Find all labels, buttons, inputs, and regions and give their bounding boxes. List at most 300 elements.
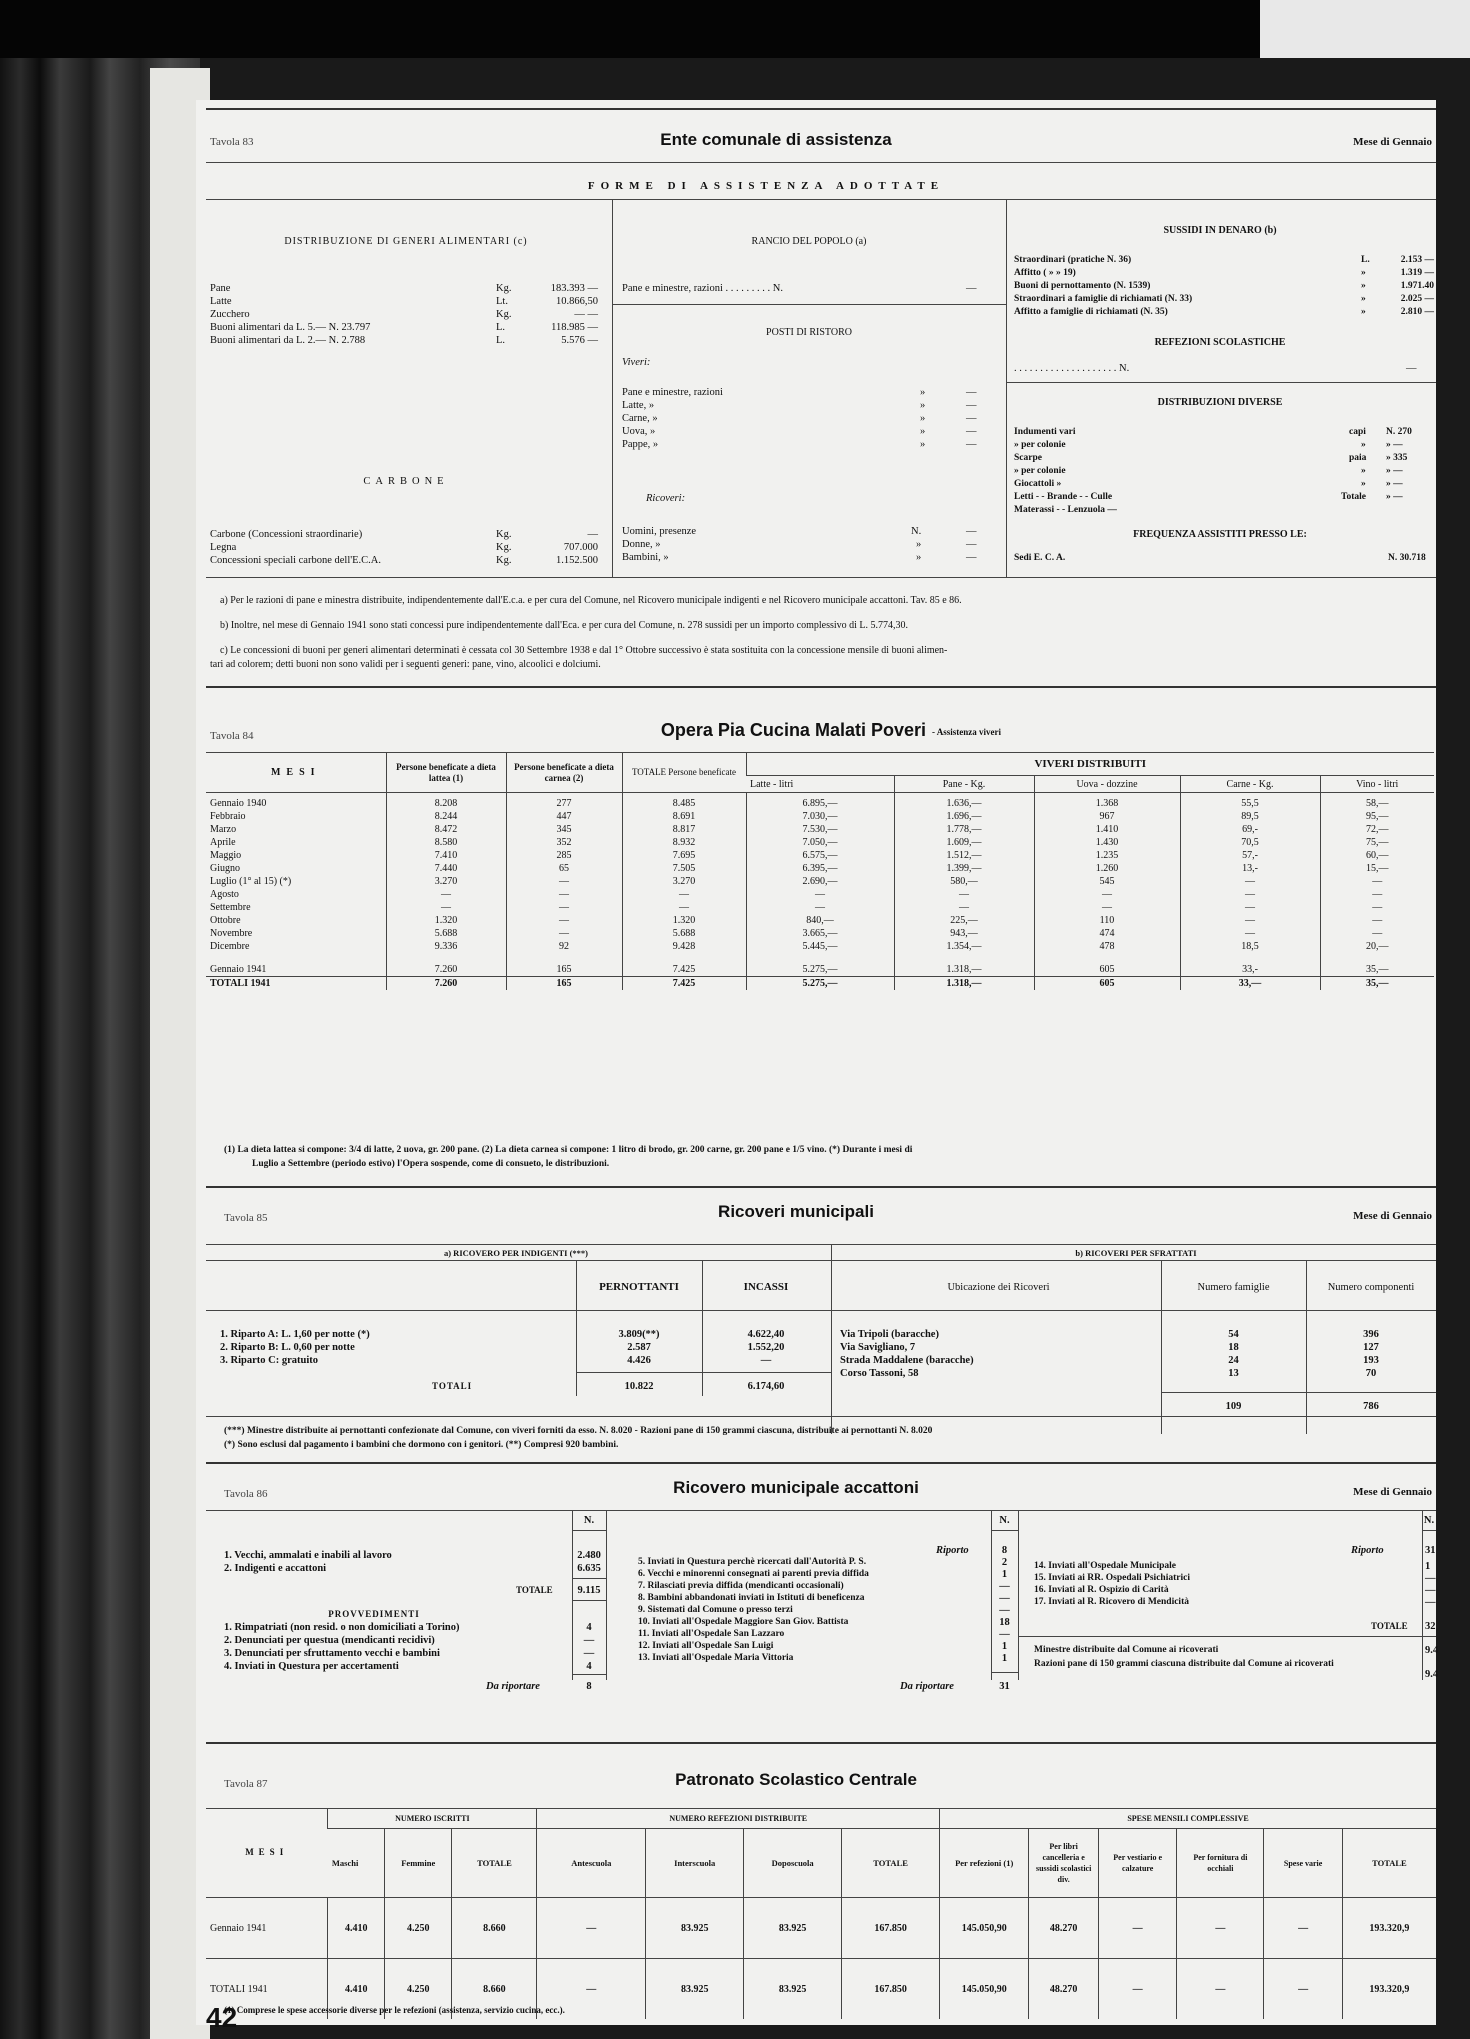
- cell: 20,—: [1320, 940, 1434, 953]
- cell: 35,—: [1320, 977, 1434, 991]
- cell: 69,-: [1180, 823, 1320, 836]
- list-item: 17. Inviati al R. Ricovero di Mendicità: [1034, 1597, 1189, 1607]
- note: c) Le concessioni di buoni per generi alimentari determinati è cessata col 30 Settembre 1938 e dal 1° Ottobre successivo è stata sostituita con la concessione mensile di buoni alimen-: [220, 645, 948, 656]
- col-header: Numero componenti: [1327, 1282, 1415, 1293]
- list-item: » per colonie: [1014, 440, 1066, 450]
- table-row: [206, 914, 1434, 927]
- value: 24: [1228, 1355, 1239, 1366]
- tavola-label: Tavola 85: [224, 1212, 268, 1224]
- col-header: N.: [999, 1515, 1010, 1526]
- carry-label: Da riportare: [900, 1681, 954, 1692]
- table-row: Via Tripoli (baracche): [840, 1329, 939, 1340]
- table-title: Opera Pia Cucina Malati Poveri: [660, 720, 926, 740]
- subtable-title: b) RICOVERI PER SFRATTATI: [1075, 1248, 1197, 1258]
- scan-top-border: [0, 0, 1470, 58]
- list-item: Bambini, »: [622, 552, 669, 563]
- cell: —: [1320, 875, 1434, 888]
- col-header: Interscuola: [646, 1829, 744, 1898]
- cell: 478: [1034, 940, 1180, 953]
- col-header: PERNOTTANTI: [599, 1281, 679, 1293]
- cell: 1.260: [1034, 862, 1180, 875]
- cell: 1.320: [622, 914, 746, 927]
- list-item: Pane e minestre, razioni: [622, 387, 723, 398]
- col-header: Persone beneficate a dieta carnea (2): [506, 753, 622, 793]
- cell: 35,—: [1320, 963, 1434, 977]
- value: —: [587, 529, 598, 540]
- cell: 5.688: [386, 927, 506, 940]
- cell: 447: [506, 810, 622, 823]
- value: 5.576 —: [561, 335, 598, 346]
- total-label: TOTALE: [516, 1585, 553, 1595]
- cell: 4.410: [328, 1898, 385, 1959]
- list-item: Buoni alimentari da L. 2.— N. 2.788: [210, 335, 366, 346]
- cell: 2.690,—: [746, 875, 894, 888]
- list-item: 2. Indigenti e accattoni: [224, 1563, 327, 1574]
- section-tavola-83: Tavola 83 Ente comunale di assistenza Mese di Gennaio FORME DI ASSISTENZA ADOTTATE DISTRIBUZIONE DI GENERI ALIMENTARI (c) Pane Kg. 183.393 — Latte Lt. 10.866,50 Zucchero Kg. — — Buoni alimentari da L. 5.— N. 23.797 L. 118.985 — Buoni alimentari da L. 2.— N. 2.788 L. 5.576 — CARBONE Carbone (Concessioni straordinarie) Kg. — Legna Kg. 707.000 Concessioni speciali carbone dell'E.C.A. Kg. 1.152.500 RANCIO DEL POPOLO (a) Pane e minestre, razioni . . . . . . . . . N. — POSTI DI RISTORO Viveri: Pane e minestre, razioni » — Latte, » » — Carne, » » — Uova, » » — Pappe, » » — Ricoveri: Uomini, presenze N. — Donne, » » — Bambini, » » — SUSSIDI IN DENARO (b) Straordinari (pratiche N. 36) L. 2.153 — Affitto ( » » 19) » 1.319 — Buoni di pernottamento (N. 1539) » 1.971.40 Straordinari a famiglie di richiamati (N. 33) » 2.025 — Affitto a famiglie di richiamati (N. 35) » 2.810 — REFEZIONI SCOLASTICHE . . . . . . . . . . . . . . . . . . . . N. — DISTRIBUZIONI DIVERSE Indumenti vari capi N. 270 » per colonie » » — Scarpe paia » 335 » per colonie » » — Giocattoli » » » — Letti - - Brande - - Culle Totale » — Materassi - - Lenzuola — FREQUENZA ASSISTITI PRESSO LE: Sedi E. C. A. N. 30.718 a) Per le razioni di pane e minestra distribuite, indipendentemente dall'E.c.a. e per cura del Comune, nel Ricovero municipale indigenti e nel Ricovero municipale accattoni. Tav. 85 e 86. b) Inoltre, nel mese di Gennaio 1941 sono stati concessi pure indipendentemente dall'Eca. e per cura del Comune, n. 278 sussidi per un importo complessivo di L. 5.774,30. c) Le concessioni di buoni per generi alimentari determinati è cessata col 30 Settembre 1938 e dal 1° Ottobre successivo è stata sostituita con la concessione mensile di buoni alimen- tari ad colorem; detti buoni non sono validi per i seguenti generi: pane, vino, alcoolici e dolciumi.: [196, 100, 1436, 690]
- cell: —: [894, 901, 1034, 914]
- scan-corner: [1260, 0, 1470, 58]
- row-label: TOTALI 1941: [210, 1983, 268, 1995]
- cell: 55,5: [1180, 793, 1320, 811]
- unit: »: [1361, 440, 1366, 450]
- col-header: MESI: [206, 753, 386, 793]
- note: b) Inoltre, nel mese di Gennaio 1941 sono stati concessi pure indipendentemente dall'Eca. e per cura del Comune, n. 278 sussidi per un importo complessivo di L. 5.774,30.: [220, 620, 909, 631]
- viveri-label: Viveri:: [622, 357, 651, 368]
- row-label: Agosto: [210, 889, 239, 900]
- cell: 48.270: [1029, 1959, 1099, 2020]
- value: 4: [586, 1661, 592, 1672]
- tavola-label: Tavola 86: [224, 1488, 268, 1500]
- list-item: 9. Sistemati dal Comune o presso terzi: [638, 1605, 793, 1615]
- value: —: [966, 387, 977, 398]
- note: (***) Minestre distribuite ai pernottanti confezionate dal Comune, con viveri forniti da esso. N. 8.020 - Razioni pane di 150 grammi ciascuna, distribuite ai pernottanti N. 8.020: [224, 1426, 933, 1436]
- table-row: 1. Riparto A: L. 1,60 per notte (*): [220, 1329, 370, 1340]
- cell: —: [622, 901, 746, 914]
- unit: »: [1361, 294, 1366, 304]
- cell: —: [1177, 1959, 1264, 2020]
- freq-value: N. 30.718: [1388, 553, 1426, 563]
- cell: 145.050,90: [940, 1898, 1029, 1959]
- value: N. 270: [1386, 427, 1412, 437]
- total-value: 109: [1225, 1401, 1242, 1412]
- cell: 4.410: [328, 1959, 385, 2020]
- cell: 545: [1034, 875, 1180, 888]
- note: (1) La dieta lattea si compone: 3/4 di latte, 2 uova, gr. 200 pane. (2) La dieta carnea si compone: 1 litro di brodo, gr. 200 carne, gr. 200 pane e 1/5 vino. (*) Durante i mesi di: [224, 1145, 913, 1155]
- cell: 72,—: [1320, 823, 1434, 836]
- note: Luglio a Settembre (periodo estivo) l'Opera sospende, come di consueto, le distribuzioni.: [252, 1159, 610, 1169]
- cell: 1.318,—: [894, 963, 1034, 977]
- unit: capi: [1349, 427, 1366, 437]
- unit: »: [1361, 466, 1366, 476]
- list-item: Materassi - - Lenzuola —: [1014, 505, 1117, 515]
- total-value: 786: [1363, 1401, 1379, 1412]
- list-item: Buoni alimentari da L. 5.— N. 23.797: [210, 322, 371, 333]
- tavola-label: Tavola 83: [210, 136, 254, 148]
- carry-value: 8: [586, 1681, 592, 1692]
- value: 70: [1365, 1368, 1377, 1379]
- cell: 60,—: [1320, 849, 1434, 862]
- cell: —: [746, 901, 894, 914]
- col-header: Vino - litri: [1320, 776, 1434, 793]
- value: 4: [586, 1622, 592, 1633]
- table-row: [206, 836, 1434, 849]
- cell: —: [1180, 888, 1320, 901]
- total-value: 6.174,60: [747, 1381, 785, 1392]
- subtable-title: a) RICOVERO PER INDIGENTI (***): [443, 1248, 589, 1258]
- col-header: Numero famiglie: [1197, 1282, 1270, 1293]
- col-header: Carne - Kg.: [1180, 776, 1320, 793]
- value: 4.622,40: [747, 1329, 785, 1340]
- cell: 7.410: [386, 849, 506, 862]
- carry-value: 31: [999, 1681, 1010, 1692]
- value: — —: [574, 309, 598, 320]
- value: —: [966, 400, 977, 411]
- value: —: [760, 1355, 772, 1366]
- cell: 9.428: [622, 940, 746, 953]
- col-header: Latte - litri: [746, 776, 894, 793]
- section-tavola-84: [196, 680, 1436, 1180]
- cell: 4.250: [385, 1959, 452, 2020]
- cell: —: [506, 914, 622, 927]
- value: 4.426: [627, 1355, 651, 1366]
- cell: 1.354,—: [894, 940, 1034, 953]
- cell: —: [1177, 1898, 1264, 1959]
- cell: —: [386, 901, 506, 914]
- col-header: Per vestiario e calzature: [1098, 1829, 1176, 1898]
- refezioni-heading: REFEZIONI SCOLASTICHE: [1154, 337, 1286, 348]
- col-header: Femmine: [385, 1829, 452, 1898]
- cell: 5.275,—: [746, 977, 894, 991]
- value: —: [999, 1629, 1010, 1640]
- value: » —: [1386, 466, 1403, 476]
- table-row: [206, 875, 1434, 888]
- unit: Kg.: [496, 529, 512, 540]
- value: 1: [1001, 1641, 1008, 1652]
- cell: —: [746, 888, 894, 901]
- col-header: Per fornitura di occhiali: [1177, 1829, 1264, 1898]
- cell: 967: [1034, 810, 1180, 823]
- list-item: Zucchero: [210, 309, 250, 320]
- col-header: Persone beneficate a dieta lattea (1): [386, 753, 506, 793]
- col-header: Uova - dozzine: [1034, 776, 1180, 793]
- col-header: Pane - Kg.: [894, 776, 1034, 793]
- cell: 75,—: [1320, 836, 1434, 849]
- cell: —: [1264, 1959, 1342, 2020]
- value: —: [966, 439, 977, 450]
- total-value: 10.822: [624, 1381, 654, 1392]
- cell: 65: [506, 862, 622, 875]
- cell: —: [1034, 901, 1180, 914]
- unit: »: [1361, 307, 1366, 317]
- cell: 225,—: [894, 914, 1034, 927]
- cell: —: [1320, 927, 1434, 940]
- list-item: 3. Denunciati per sfruttamento vecchi e bambini: [224, 1648, 440, 1659]
- total-label: TOTALI: [432, 1381, 473, 1391]
- cell: 605: [1034, 963, 1180, 977]
- list-item: Affitto ( » » 19): [1014, 268, 1076, 278]
- table-row: [206, 849, 1434, 862]
- list-item: Donne, »: [622, 539, 661, 550]
- month-label: Mese di Gennaio: [1353, 1486, 1432, 1498]
- cell: 167.850: [842, 1898, 940, 1959]
- cell: 7.425: [622, 977, 746, 991]
- unit: Kg.: [496, 309, 512, 320]
- row-label: Giugno: [210, 863, 240, 874]
- value: 1.152.500: [556, 555, 598, 566]
- cell: 33,-: [1180, 963, 1320, 977]
- cell: 474: [1034, 927, 1180, 940]
- cell: 7.440: [386, 862, 506, 875]
- cell: 1.430: [1034, 836, 1180, 849]
- value: 396: [1363, 1329, 1379, 1340]
- unit: »: [916, 552, 922, 563]
- note: tari ad colorem; detti buoni non sono validi per i seguenti generi: pane, vino, alcoolici e dolciumi.: [210, 659, 601, 670]
- cell: —: [537, 1959, 646, 2020]
- value: 3.809(**): [618, 1329, 660, 1340]
- cell: 8.472: [386, 823, 506, 836]
- list-item: » per colonie: [1014, 466, 1066, 476]
- cell: —: [1034, 888, 1180, 901]
- list-item: Uomini, presenze: [622, 526, 697, 537]
- col-header: TOTALE: [1342, 1829, 1436, 1898]
- cell: 7.030,—: [746, 810, 894, 823]
- table-row: [206, 963, 1434, 977]
- total-value: 9.115: [577, 1585, 601, 1596]
- cell: 83.925: [646, 1959, 744, 2020]
- col-header: NUMERO ISCRITTI: [328, 1808, 537, 1829]
- cell: —: [506, 888, 622, 901]
- cell: 1.368: [1034, 793, 1180, 811]
- list-item: 4. Inviati in Questura per accertamenti: [224, 1661, 399, 1672]
- cell: 18,5: [1180, 940, 1320, 953]
- table-row: Strada Maddalene (baracche): [840, 1355, 974, 1366]
- cell: 89,5: [1180, 810, 1320, 823]
- value: 1: [1425, 1561, 1431, 1572]
- value: —: [1425, 1597, 1436, 1608]
- cell: 8.485: [622, 793, 746, 811]
- cell: 1.318,—: [894, 977, 1034, 991]
- ricoveri-label: Ricoveri:: [646, 493, 686, 504]
- cell: 167.850: [842, 1959, 940, 2020]
- total-value: 32: [1425, 1621, 1436, 1632]
- razioni-line: Razioni pane di 150 grammi ciascuna distribuite dal Comune ai ricoverati: [1034, 1659, 1334, 1669]
- value: » —: [1386, 479, 1403, 489]
- value: 1.971.40: [1400, 281, 1434, 291]
- table-row: 3. Riparto C: gratuito: [220, 1355, 318, 1366]
- cell: 1.609,—: [894, 836, 1034, 849]
- table-title: Patronato Scolastico Centrale: [675, 1770, 917, 1789]
- unit: N.: [911, 526, 922, 537]
- list-item: 1. Rimpatriati (non resid. o non domiciliati a Torino): [224, 1622, 460, 1633]
- cell: 3.270: [622, 875, 746, 888]
- unit: »: [1361, 268, 1366, 278]
- cell: 7.530,—: [746, 823, 894, 836]
- cell: 165: [506, 977, 622, 991]
- rancio-value: —: [966, 283, 977, 294]
- col-header: Per refezioni (1): [940, 1829, 1029, 1898]
- value: 2.810 —: [1400, 307, 1434, 317]
- col-header: N.: [1423, 1515, 1435, 1526]
- cell: —: [537, 1898, 646, 1959]
- list-item: Scarpe: [1014, 453, 1042, 463]
- col-header: NUMERO REFEZIONI DISTRIBUITE: [537, 1808, 940, 1829]
- cell: 6.895,—: [746, 793, 894, 811]
- list-item: 1. Vecchi, ammalati e inabili al lavoro: [224, 1550, 392, 1561]
- unit: L.: [1361, 255, 1370, 265]
- value: —: [999, 1605, 1010, 1616]
- month-label: Mese di Gennaio: [1353, 1210, 1432, 1222]
- distrib-heading: DISTRIBUZIONE DI GENERI ALIMENTARI (c): [284, 236, 528, 247]
- row-label: Dicembre: [210, 941, 250, 952]
- note: (*) Sono esclusi dal pagamento i bambini che dormono con i genitori. (**) Compresi 920 bambini.: [224, 1440, 619, 1450]
- cell: 58,—: [1320, 793, 1434, 811]
- cell: 110: [1034, 914, 1180, 927]
- data-table: [206, 1808, 1436, 2019]
- page-number: 42: [206, 2002, 238, 2033]
- value: 2.587: [627, 1342, 651, 1353]
- row-label: Gennaio 1941: [210, 1922, 267, 1934]
- value: —: [966, 552, 977, 563]
- list-item: Indumenti vari: [1014, 427, 1076, 437]
- unit: Kg.: [496, 555, 512, 566]
- col-header: INCASSI: [743, 1281, 789, 1293]
- list-item: Carbone (Concessioni straordinarie): [210, 529, 363, 540]
- document-page: [196, 100, 1439, 2025]
- unit: »: [1361, 281, 1366, 291]
- carbone-heading: CARBONE: [363, 476, 449, 487]
- cell: —: [386, 888, 506, 901]
- col-header: Spese varie: [1264, 1829, 1342, 1898]
- cell: 1.320: [386, 914, 506, 927]
- value: 127: [1363, 1342, 1379, 1353]
- value: —: [583, 1648, 595, 1659]
- table-row: [206, 927, 1434, 940]
- value: 18: [999, 1617, 1010, 1628]
- table-row: 2. Riparto B: L. 0,60 per notte: [220, 1342, 355, 1353]
- row-label: Ottobre: [210, 915, 241, 926]
- unit: Totale: [1341, 492, 1366, 502]
- note: (1) Comprese le spese accessorie diverse per le refezioni (assistenza, servizio cucina, ecc.).: [224, 2005, 565, 2015]
- value: 183.393 —: [550, 283, 598, 294]
- list-item: Affitto a famiglie di richiamati (N. 35): [1014, 307, 1168, 317]
- list-item: Buoni di pernottamento (N. 1539): [1014, 281, 1151, 291]
- table-title: Ricoveri municipali: [718, 1202, 874, 1221]
- value: 1: [1001, 1653, 1008, 1664]
- table-row: [206, 823, 1434, 836]
- row-label: TOTALI 1941: [210, 978, 271, 989]
- table-row: [206, 977, 1434, 991]
- freq-line: Sedi E. C. A.: [1014, 553, 1066, 563]
- value: 1: [1001, 1569, 1008, 1580]
- cell: 4.250: [385, 1898, 452, 1959]
- cell: 1.512,—: [894, 849, 1034, 862]
- row-label: Aprile: [210, 837, 236, 848]
- cell: 8.817: [622, 823, 746, 836]
- cell: 840,—: [746, 914, 894, 927]
- cell: 1.410: [1034, 823, 1180, 836]
- posti-heading: POSTI DI RISTORO: [766, 327, 852, 338]
- table-title: Ente comunale di assistenza: [660, 130, 892, 149]
- row-label: Maggio: [210, 850, 242, 861]
- value: 6.635: [577, 1563, 601, 1574]
- cell: 7.695: [622, 849, 746, 862]
- cell: 3.270: [386, 875, 506, 888]
- cell: 1.399,—: [894, 862, 1034, 875]
- cell: —: [1180, 914, 1320, 927]
- cell: —: [1320, 901, 1434, 914]
- cell: —: [1180, 901, 1320, 914]
- cell: 1.778,—: [894, 823, 1034, 836]
- cell: 8.691: [622, 810, 746, 823]
- table-subtitle: - Assistenza viveri: [932, 727, 1001, 737]
- value: —: [1425, 1585, 1436, 1596]
- col-header: Ubicazione dei Ricoveri: [947, 1282, 1050, 1293]
- cell: 3.665,—: [746, 927, 894, 940]
- list-item: Giocattoli »: [1014, 479, 1062, 489]
- table-row: [206, 862, 1434, 875]
- list-item: 15. Inviati ai RR. Ospedali Psichiatrici: [1034, 1573, 1190, 1583]
- col-header: Doposcuola: [744, 1829, 842, 1898]
- value: 54: [1228, 1329, 1239, 1340]
- list-item: 14. Inviati all'Ospedale Municipale: [1034, 1561, 1176, 1571]
- table-row: [206, 1898, 1436, 1959]
- cell: 70,5: [1180, 836, 1320, 849]
- month-label: Mese di Gennaio: [1353, 136, 1432, 148]
- section-tavola-87: [196, 1740, 1436, 2025]
- unit: paia: [1349, 453, 1367, 463]
- unit: L.: [496, 335, 506, 346]
- value: 13: [1228, 1368, 1239, 1379]
- value: 1.319 —: [1400, 268, 1434, 278]
- cell: 95,—: [1320, 810, 1434, 823]
- row-label: Novembre: [210, 928, 253, 939]
- cell: 48.270: [1029, 1898, 1099, 1959]
- cell: 5.688: [622, 927, 746, 940]
- row-label: Marzo: [210, 824, 237, 835]
- row-label: Settembre: [210, 902, 251, 913]
- carry-label: Riporto: [936, 1545, 969, 1556]
- list-item: 7. Rilasciati previa diffida (mendicanti occasionali): [638, 1581, 844, 1591]
- cell: 8.660: [452, 1959, 537, 2020]
- value: » 335: [1386, 453, 1408, 463]
- cell: 83.925: [744, 1898, 842, 1959]
- minestre-value: 9.4: [1425, 1645, 1439, 1656]
- cell: 7.260: [386, 963, 506, 977]
- carry-value: 8: [1001, 1545, 1008, 1556]
- value: 2.153 —: [1400, 255, 1434, 265]
- list-item: 10. Inviati all'Ospedale Maggiore San Giov. Battista: [638, 1617, 849, 1627]
- cell: 8.208: [386, 793, 506, 811]
- cell: —: [622, 888, 746, 901]
- cell: 83.925: [646, 1898, 744, 1959]
- list-item: Uova, »: [622, 426, 656, 437]
- cell: 7.050,—: [746, 836, 894, 849]
- razioni-value: 9.4: [1425, 1669, 1439, 1680]
- carry-label: Da riportare: [486, 1681, 540, 1692]
- table-row: [206, 901, 1434, 914]
- unit: Lt.: [496, 296, 508, 307]
- cell: 92: [506, 940, 622, 953]
- cell: 1.636,—: [894, 793, 1034, 811]
- section-tavola-86: [196, 1460, 1439, 1740]
- cell: —: [1098, 1959, 1176, 2020]
- cell: —: [506, 875, 622, 888]
- value: —: [966, 539, 977, 550]
- cell: 943,—: [894, 927, 1034, 940]
- table-row: [206, 940, 1434, 953]
- col-header: Per libri cancelleria e sussidi scolastici div.: [1029, 1829, 1099, 1898]
- cell: —: [1320, 914, 1434, 927]
